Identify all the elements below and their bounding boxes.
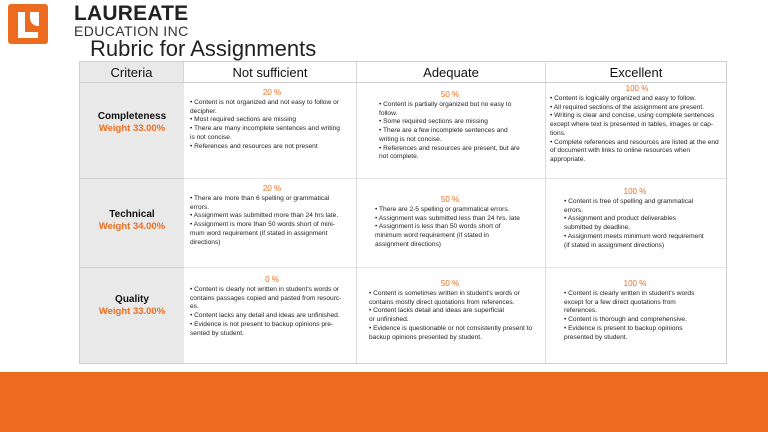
text-line: • Content is free of spelling and grammatical xyxy=(564,198,694,205)
laureate-logo-icon xyxy=(8,4,48,44)
criteria-technical xyxy=(80,179,184,268)
cell-quality-excellent xyxy=(546,268,726,363)
page-title: Rubric for Assignments xyxy=(90,36,317,61)
text-line: • References and resources are not present xyxy=(190,142,318,150)
brand-subtitle: EDUCATION INC xyxy=(74,23,189,39)
text-line: • All required sections of the assignment are present. xyxy=(550,103,705,111)
text-line: • Content lacks detail and ideas are superficial xyxy=(369,307,504,315)
text-line: follow. xyxy=(379,109,398,117)
criteria-completeness xyxy=(80,83,184,179)
text-line: not complete. xyxy=(379,153,419,161)
text-line: sented by student. xyxy=(190,329,244,337)
text-line: • Evidence is present to backup opinions xyxy=(564,324,683,332)
text-line: • Complete references and resources are listed at the end xyxy=(550,138,719,146)
footer-bar xyxy=(0,372,768,432)
text-line: is not concise. xyxy=(190,133,232,141)
cell-technical-excellent xyxy=(546,179,726,268)
text-line: • Writing is clear and concise, using complete sentences xyxy=(550,112,715,120)
text-line: • Most required sections are missing xyxy=(190,116,297,124)
rubric-table xyxy=(79,61,727,364)
text-line: • Assignment is more than 50 words short of mini- xyxy=(190,221,335,229)
score-percent: 100 % xyxy=(623,187,647,196)
text-line: backup opinions presented by student. xyxy=(369,333,482,341)
text-line: • Content is logically organized and easy to follow. xyxy=(550,95,696,102)
score-percent: 0 % xyxy=(265,275,279,284)
criteria-name: Quality xyxy=(115,294,149,305)
text-line: • There are more than 6 spelling or grammatical xyxy=(190,195,330,202)
score-percent: 50 % xyxy=(440,279,460,288)
text-line: contains mostly direct quotations from references. xyxy=(369,298,515,306)
criteria-quality xyxy=(80,268,184,363)
text-line: • There are 2-5 spelling or grammatical errors. xyxy=(375,206,510,213)
brand-name: LAUREATE xyxy=(74,2,189,25)
text-line: minimum word requirement (if stated in xyxy=(375,232,489,240)
text-line: • Assignment and product deliverables xyxy=(564,215,676,223)
text-line: (if stated in assignment directions) xyxy=(564,241,665,249)
cell-quality-adequate xyxy=(357,268,546,363)
text-line: • Assignment was submitted more than 24 hrs late. xyxy=(190,212,339,220)
text-line: • References and resources are present, but are xyxy=(379,144,520,152)
text-line: writing is not concise. xyxy=(379,135,442,143)
header-criteria: Criteria xyxy=(80,62,184,83)
score-percent: 20 % xyxy=(262,184,282,193)
text-line: of document with links to online resources when xyxy=(550,147,691,155)
text-line: • There are a few incomplete sentences and xyxy=(379,127,508,135)
text-line: • Content is clearly not written in student's words or xyxy=(190,286,340,293)
cell-completeness-adequate xyxy=(357,83,546,179)
text-line: appropriate. xyxy=(550,155,586,163)
cell-completeness-not-sufficient xyxy=(184,83,357,179)
cell-technical-adequate xyxy=(357,179,546,268)
criteria-name: Completeness xyxy=(97,111,167,122)
text-line: submitted by deadline. xyxy=(564,224,630,232)
text-line: • Some required sections are missing xyxy=(379,118,488,126)
text-line: • Content is thorough and comprehensive. xyxy=(564,316,687,324)
text-line: directions) xyxy=(190,238,221,246)
text-line: • Assignment was submitted less than 24 hrs. late xyxy=(375,214,520,222)
cell-completeness-excellent xyxy=(546,83,726,179)
text-line: • There are many incomplete sentences and writing xyxy=(190,125,340,133)
score-percent: 100 % xyxy=(623,279,647,288)
text-line: assignment directions) xyxy=(375,240,441,248)
text-line: • Content is clearly written in student's words xyxy=(564,290,695,297)
criteria-weight: Weight 33.00% xyxy=(98,306,166,317)
text-line: tions. xyxy=(550,129,566,137)
text-line: except where text is presented in tables, images or cap- xyxy=(550,121,714,129)
criteria-name: Technical xyxy=(109,209,155,220)
text-line: • Content is sometimes written in student's words or xyxy=(369,290,520,297)
text-line: • Evidence is not present to backup opinions pre- xyxy=(190,320,334,328)
text-line: • Content lacks any detail and ideas are unfinished. xyxy=(190,312,340,320)
text-line: except for a few direct quotations from xyxy=(564,298,676,306)
score-percent: 20 % xyxy=(262,88,282,97)
text-line: • Assignment is less than 50 words short of xyxy=(375,223,501,231)
text-line: errors. xyxy=(564,206,584,214)
text-line: references. xyxy=(564,307,597,315)
score-percent: 50 % xyxy=(440,90,460,99)
text-line: presented by student. xyxy=(564,333,628,341)
criteria-weight: Weight 34.00% xyxy=(98,221,166,232)
text-line: es. xyxy=(190,303,199,311)
header-excellent: Excellent xyxy=(546,62,726,83)
text-line: • Assignment meets minimum word requirement xyxy=(564,232,704,240)
text-line: • Content is partially organized but no easy to xyxy=(379,101,512,108)
text-line: decipher. xyxy=(190,107,217,115)
score-percent: 50 % xyxy=(440,195,460,204)
text-line: contains passages copied and pasted from resourc- xyxy=(190,294,342,302)
cell-quality-not-sufficient xyxy=(184,268,357,363)
text-line: errors. xyxy=(190,203,210,211)
score-percent: 100 % xyxy=(625,84,649,93)
text-line: mum word requirement (if stated in assignment xyxy=(190,229,328,237)
text-line: • Content is not organized and not easy to follow or xyxy=(190,99,339,106)
header-adequate: Adequate xyxy=(357,62,546,83)
text-line: or unfinished. xyxy=(369,316,409,324)
header-not-sufficient: Not sufficient xyxy=(184,62,357,83)
cell-technical-not-sufficient xyxy=(184,179,357,268)
text-line: • Evidence is questionable or not consistently present to xyxy=(369,324,533,332)
criteria-weight: Weight 33.00% xyxy=(98,123,166,134)
